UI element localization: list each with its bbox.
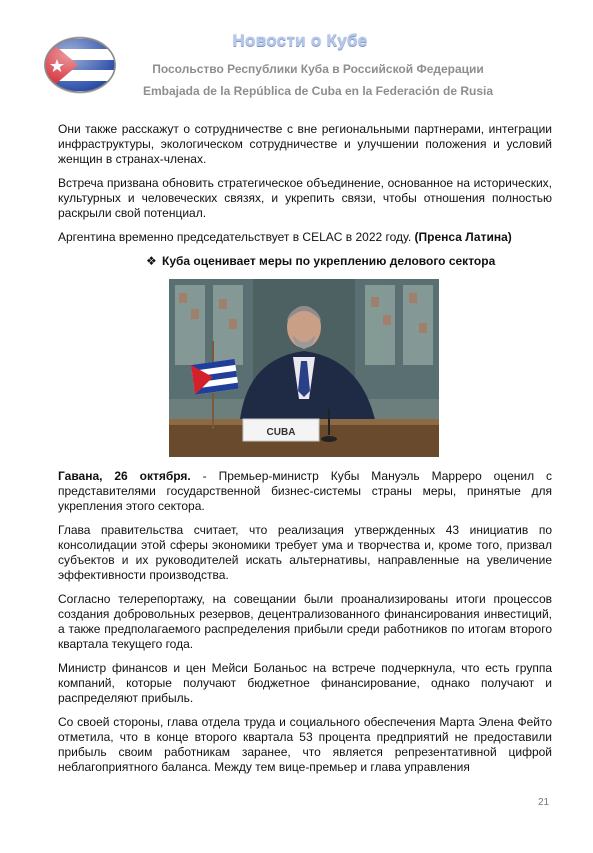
article2-title: [146, 254, 552, 269]
page-number: 21: [538, 797, 550, 808]
article2-paragraph: Со своей стороны, глава отдела труда и социального обеспечения Марта Элена Фейто отметила, что в конце второго квартала 53 процента предприятий не предоставили прибыль своим работникам заранее, что является репрезентативной цифрой неблагоприятного баланса. Между тем вице-премьер и глава управления: [58, 715, 552, 774]
nameplate-text: CUBA: [266, 427, 296, 438]
article2-paragraph: Министр финансов и цен Мейси Боланьос на встрече подчеркнула, что есть группа компаний, которые получают бюджетное финансирование, однако получают и распределяют прибыль.: [58, 661, 552, 705]
article1-paragraph: Встреча призвана обновить стратегическое объединение, основанное на исторических, культурных и человеческих связях, и укрепить связи, чтобы отношения полностью раскрыли свой потенциал.: [58, 176, 552, 220]
article1-paragraph: Они также расскажут о сотрудничестве с вне региональными партнерами, интеграции инфраструктуры, экологическом сотрудничестве и улучшении положения и условий женщин в странах-членах.: [58, 122, 552, 166]
header-embassy-ru: Посольство Республики Куба в Российской Федерации: [152, 62, 484, 76]
article2-title-text: Куба оценивает меры по укреплению делового сектора: [162, 254, 496, 268]
photo-illustration: [169, 279, 439, 457]
lead-text: - Премьер-министр Кубы Мануэль Марреро оценил с представителями государственной бизнес-системы страны меры, принятые для укрепления этого сектора.: [58, 469, 552, 513]
header-title: Новости о Кубе: [232, 31, 368, 50]
article2-lead: [58, 469, 552, 514]
article2-paragraph: Глава правительства считает, что реализация утвержденных 43 инициатив по консолидации этой сферы экономики требует ума и творчества и, кроме того, призвал субъектов и их руководителей искать альтернативы, направленные на увеличение эффективности производства.: [58, 523, 552, 582]
article1-closing: [58, 230, 552, 245]
page-header: [0, 0, 593, 110]
header-embassy-es: Embajada de la República de Cuba en la Federación de Rusia: [142, 84, 494, 98]
diamond-bullet-icon: ❖: [146, 254, 157, 268]
news-photo: [169, 279, 439, 457]
source-credit: (Пренса Латина): [414, 230, 512, 244]
page-content: [58, 122, 552, 784]
cuba-flag-logo-icon: [44, 36, 116, 94]
article2-paragraph: Согласно телерепортажу, на совещании были проанализированы итоги процессов создания добровольных резервов, децентрализованного финансирования инвестиций, а также предполагаемого распределения прибыли среди работников по итогам второго квартала текущего года.: [58, 592, 552, 651]
closing-text: Аргентина временно председательствует в CELAC в 2022 году.: [58, 230, 412, 244]
dateline: Гавана, 26 октября.: [58, 469, 191, 483]
